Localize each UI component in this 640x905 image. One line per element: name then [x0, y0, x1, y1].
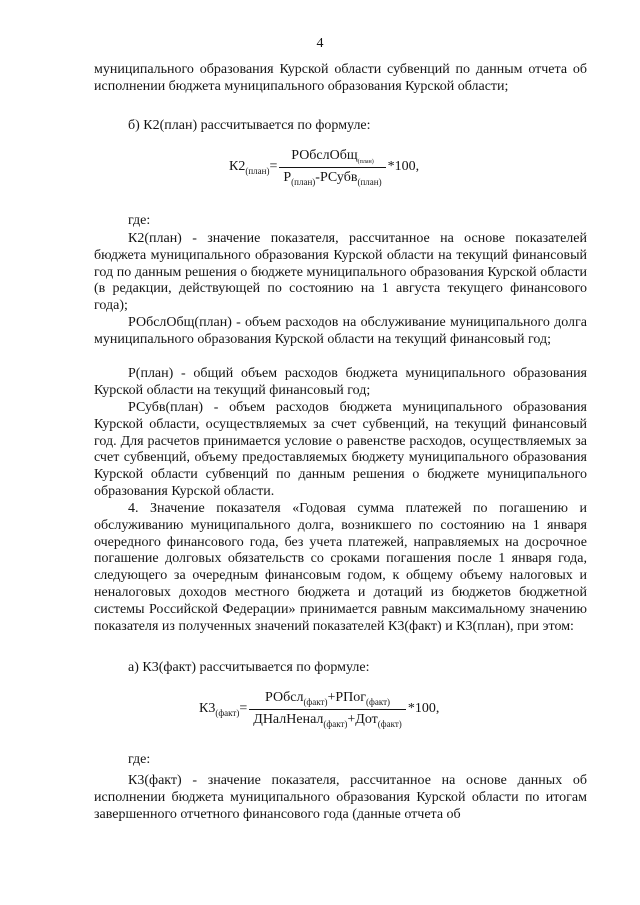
formula-fraction: [249, 690, 406, 729]
paragraph-item-4: 4. Значение показателя «Годовая сумма платежей по погашению и обслуживанию муниципального долга, возникшего по состоянию на 1 января очередного финансового года, без учета платежей, направляемых на досрочное погашение долговых обязательств со сроками погашения после 1 января года, следующего за очередным финансовым годом, к общему объему налоговых и неналоговых доходов местного бюджета и дотаций из бюджетов бюджетной системы Российской Федерации» принимается равным максимальному значению показателя из полученных значений показателей К3(факт) и К3(план), при этом:: [94, 501, 587, 634]
formula-denominator: $Р_{(план)}-РСубв_{(план)}$: [279, 167, 385, 187]
formula-k3-fact: [199, 690, 439, 729]
formula-equals: =: [239, 700, 248, 716]
definition-r-plan: Р(план) - общий объем расходов бюджета муниципального образования Курской области на текущий финансовый год;: [94, 366, 587, 398]
formula-equals: =: [269, 158, 278, 174]
formula-denominator: ДНалНенал$_{(факт)}$+Дот$_{(факт)}$: [249, 709, 406, 729]
label-where: где:: [128, 752, 151, 767]
formula-k2-plan: [229, 148, 419, 187]
formula-lhs: $К3_{(факт)}$: [199, 700, 240, 718]
formula-multiplier: *100,: [407, 700, 440, 716]
paragraph-k3-fact-intro: а) К3(факт) рассчитывается по формуле:: [128, 660, 370, 675]
formula-numerator: РОбсл$_{(факт)}$+РПог$_{(факт)}$: [265, 690, 391, 707]
formula-numerator: РОбслОбщ$_{(план)}$: [291, 148, 374, 165]
formula-lhs: $К2_{(план)}$: [229, 158, 270, 176]
formula-fraction: [279, 148, 385, 187]
definition-k3-fact: К3(факт) - значение показателя, рассчитанное на основе данных об исполнении бюджета муниципального образования Курской области по итогам завершенного отчетного финансового года (данные отчета об: [94, 773, 587, 822]
paragraph-k2-plan-intro: б) К2(план) рассчитывается по формуле:: [128, 118, 371, 133]
definition-robslobshch-plan: РОбслОбщ(план) - объем расходов на обслуживание муниципального долга муниципального образования Курской области на текущий финансовый год;: [94, 315, 587, 347]
definition-rsubv-plan: РСубв(план) - объем расходов бюджета муниципального образования Курской области, осуществляемых за счет субвенций, на текущий финансовый год. Для расчетов принимается условие о равенстве расходов, осуществляемых за счет субвенций, объему предоставляемых бюджету муниципального образования Курской области субвенций по данным решения о бюджете муниципального образования Курской области.: [94, 400, 587, 499]
paragraph-continuation: муниципального образования Курской области субвенций по данным отчета об исполнении бюджета муниципального образования Курской области;: [94, 62, 587, 94]
formula-multiplier: *100,: [387, 158, 420, 174]
definition-k2-plan: К2(план) - значение показателя, рассчитанное на основе показателей бюджета муниципального образования Курской области на текущий финансовый год по данным решения о бюджете муниципального образования Курской области (в редакции, действующей по состоянию на 1 августа текущего финансового года);: [94, 231, 587, 314]
label-where: где:: [128, 213, 151, 228]
page-number: 4: [316, 36, 324, 51]
